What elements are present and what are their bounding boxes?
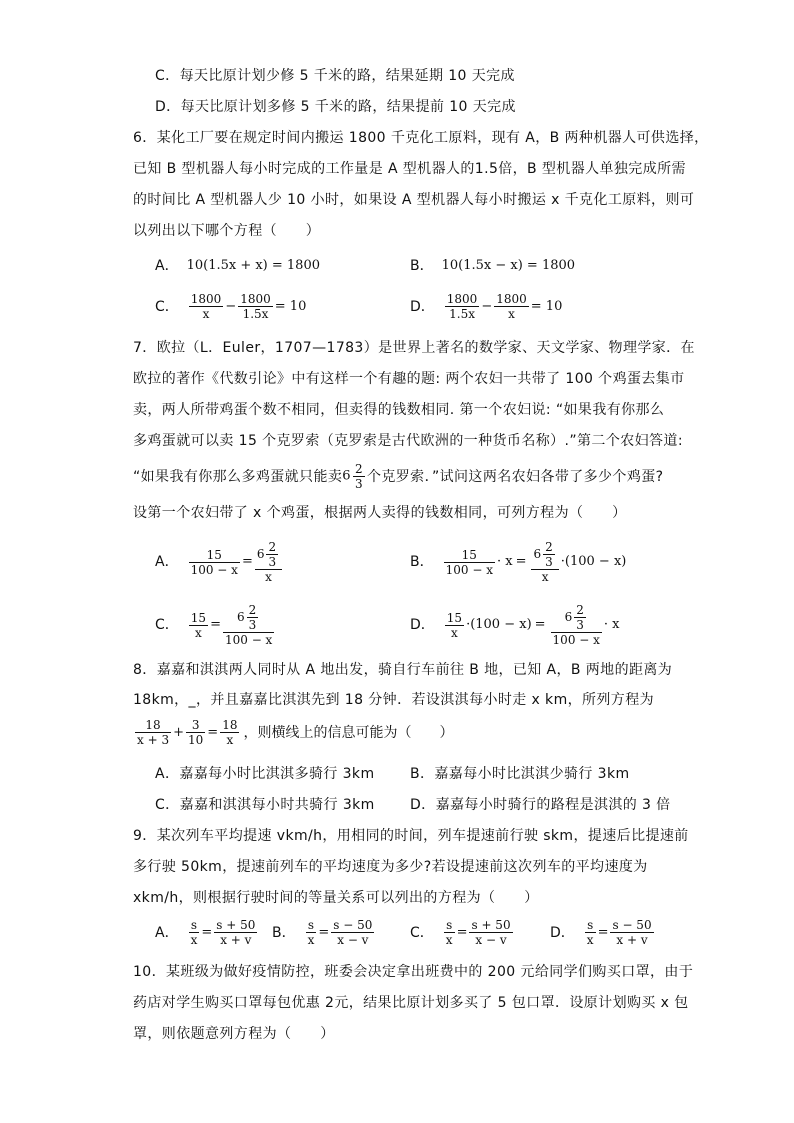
equation-rhs: = 10	[274, 298, 307, 314]
equation-rhs: = 10	[530, 298, 563, 314]
q6-option-a	[155, 256, 320, 276]
q7-option-a	[155, 540, 284, 584]
fraction: $\frac{s}{x}$	[445, 918, 453, 947]
fraction: $\frac{15}{100 - x}$	[190, 547, 238, 577]
fraction: $\frac{s}{x}$	[307, 918, 315, 947]
minus-sign: −	[225, 298, 237, 314]
q8-equation-line	[133, 718, 453, 747]
q8-option-c: C．嘉嘉和淇淇每小时共骑行 3km	[155, 797, 375, 813]
q7-stem-line6: 设第一个农妇带了 x 个鸡蛋，根据两人卖得的钱数相同，可列方程为（ ）	[133, 505, 627, 521]
q8-option-d: D．嘉嘉每小时骑行的路程是淇淇的 3 倍	[410, 797, 671, 813]
q7-option-c	[155, 603, 276, 647]
equals-sign: =	[456, 924, 468, 940]
fraction: $\frac{1800}{x}$	[190, 292, 222, 321]
fraction: 6 $\frac{2}{3}$ x	[255, 540, 282, 584]
option-label: C．	[410, 924, 434, 941]
equals-sign: =	[318, 924, 330, 940]
option-label: D．	[410, 298, 435, 315]
q8-stem-line2: 18km，_，并且嘉嘉比淇淇先到 18 分钟．若设淇淇每小时走 x km，所列方程为	[133, 692, 655, 708]
times-100-minus-x: ·(100 − x)	[560, 554, 627, 569]
q5-option-c: C．每天比原计划少修 5 千米的路，结果延期 10 天完成	[155, 68, 515, 84]
fraction: $\frac{1800}{1.5x}$	[446, 292, 478, 321]
times-x: · x	[496, 554, 513, 569]
option-label: A．	[155, 258, 179, 274]
fraction: $\frac{s}{x}$	[586, 918, 594, 947]
option-label: A．	[155, 924, 179, 941]
q9-option-c	[410, 918, 515, 947]
fraction: 6 $\frac{2}{3}$ x	[531, 540, 558, 584]
fraction: $\frac{18}{x + 3}$	[137, 718, 170, 747]
equation: 10(1.5x + x) = 1800	[186, 258, 320, 273]
q7-stem-line1: 7．欧拉（L．Euler，1707—1783）是世界上著名的数学家、天文学家、物理学家．在	[133, 340, 695, 356]
q9-stem-line1: 9．某次列车平均提速 vkm/h，用相同的时间，列车提速前行驶 skm，提速后比提速前	[133, 828, 689, 844]
fraction: $\frac{s + 50}{x + v}$	[216, 918, 256, 947]
q6-stem-line3: 的时间比 A 型机器人少 10 小时，如果设 A 型机器人每小时搬运 x 千克化工原料，则可	[133, 192, 695, 208]
equals-sign: =	[210, 617, 221, 632]
times-x: · x	[603, 617, 620, 632]
q8-option-b: B．嘉嘉每小时比淇淇少骑行 3km	[410, 766, 630, 782]
option-label: D．	[410, 617, 435, 633]
q6-option-b	[410, 256, 575, 276]
minus-sign: −	[481, 298, 493, 314]
option-label: A．	[155, 554, 179, 570]
q9-stem-line3: xkm/h，则根据行驶时间的等量关系可以列出的方程为（ ）	[133, 890, 539, 906]
q7-stem-line3: 卖，两人所带鸡蛋个数不相同，但卖得的钱数相同. 第一个农妇说: “如果我有你那么	[133, 402, 665, 418]
equals-sign: =	[201, 924, 213, 940]
q10-stem-line3: 罩，则依题意列方程为（ ）	[133, 1026, 335, 1042]
equation: 10(1.5x − x) = 1800	[441, 258, 576, 273]
q7-option-d	[410, 603, 620, 647]
mixed-number: 6 $\frac{2}{3}$	[342, 462, 363, 491]
option-label: D．	[550, 924, 575, 941]
option-label: C．	[155, 617, 179, 633]
equals-sign: =	[534, 617, 546, 632]
q7-stem-line4: 多鸡蛋就可以卖 15 个克罗索（克罗索是古代欧洲的一种货币名称）.”第二个农妇答道:	[133, 433, 683, 449]
times-100-minus-x: ·(100 − x)	[466, 617, 532, 632]
stem-tail: ，则横线上的信息可能为（ ）	[243, 724, 454, 741]
fraction: $\frac{15}{100 - x}$	[445, 547, 493, 577]
q9-stem-line2: 多行驶 50km，提速前列车的平均速度为多少?若设提速前这次列车的平均速度为	[133, 859, 648, 875]
fraction: $\frac{3}{10}$	[188, 718, 204, 747]
option-label: B．	[272, 924, 296, 941]
equals-sign: =	[597, 924, 609, 940]
option-label: B．	[410, 554, 434, 570]
fraction: $\frac{s + 50}{x - v}$	[471, 918, 511, 947]
q10-stem-line2: 药店对学生购买口罩每包优惠 2元，结果比原计划多买了 5 包口罩．设原计划购买 x 包	[133, 995, 689, 1011]
fraction: $\frac{1800}{x}$	[496, 292, 527, 321]
fraction: $\frac{s}{x}$	[190, 918, 198, 947]
option-label: B．	[410, 258, 434, 274]
equals-sign: =	[241, 554, 253, 569]
q6-stem-line2: 已知 B 型机器人每小时完成的工作量是 A 型机器人的1.5倍，B 型机器人单独完成所需	[133, 161, 686, 177]
q9-option-a	[155, 918, 259, 947]
q6-option-c	[155, 292, 306, 321]
q6-stem-line1: 6．某化工厂要在规定时间内搬运 1800 千克化工原料，现有 A，B 两种机器人可供选择，	[133, 130, 709, 146]
equals-sign: =	[515, 554, 527, 569]
q10-stem-line1: 10．某班级为做好疫情防控，班委会决定拿出班费中的 200 元给同学们购买口罩，由于	[133, 964, 694, 980]
q7-stem-line5: “如果我有你那么多鸡蛋就只能卖 6 $\frac{2}{3}$ 个克罗索．”试问这两名农妇各带了多少个鸡蛋?	[133, 462, 664, 491]
q7-option-b	[410, 540, 626, 584]
plus-sign: +	[173, 724, 184, 740]
q8-option-a: A．嘉嘉每小时比淇淇多骑行 3km	[155, 766, 375, 782]
q9-option-d	[550, 918, 656, 947]
equals-sign: =	[207, 724, 219, 740]
q7-stem-line2: 欧拉的著作《代数引论》中有这样一个有趣的题: 两个农妇一共带了 100 个鸡蛋去集市	[133, 371, 685, 387]
fraction: $\frac{1800}{1.5x}$	[240, 292, 271, 321]
fraction: $\frac{15}{x}$	[446, 610, 463, 640]
fraction: $\frac{18}{x}$	[222, 718, 238, 747]
fraction: $\frac{s - 50}{x + v}$	[612, 918, 652, 947]
option-label: C．	[155, 298, 179, 315]
fraction: 6 $\frac{2}{3}$ 100 − x	[224, 603, 273, 647]
q6-option-d	[410, 292, 562, 321]
q8-stem-line1: 8．嘉嘉和淇淇两人同时从 A 地出发，骑自行车前往 B 地，已知 A，B 两地的距离为	[133, 662, 673, 678]
q9-option-b	[272, 918, 376, 947]
fraction: $\frac{15}{x}$	[190, 610, 207, 640]
fraction: $\frac{s - 50}{x - v}$	[333, 918, 373, 947]
q5-option-d: D．每天比原计划多修 5 千米的路，结果提前 10 天完成	[155, 99, 516, 115]
fraction: 6 $\frac{2}{3}$ 100 − x	[552, 603, 600, 647]
q6-stem-line4: 以列出以下哪个方程（ ）	[133, 223, 321, 239]
